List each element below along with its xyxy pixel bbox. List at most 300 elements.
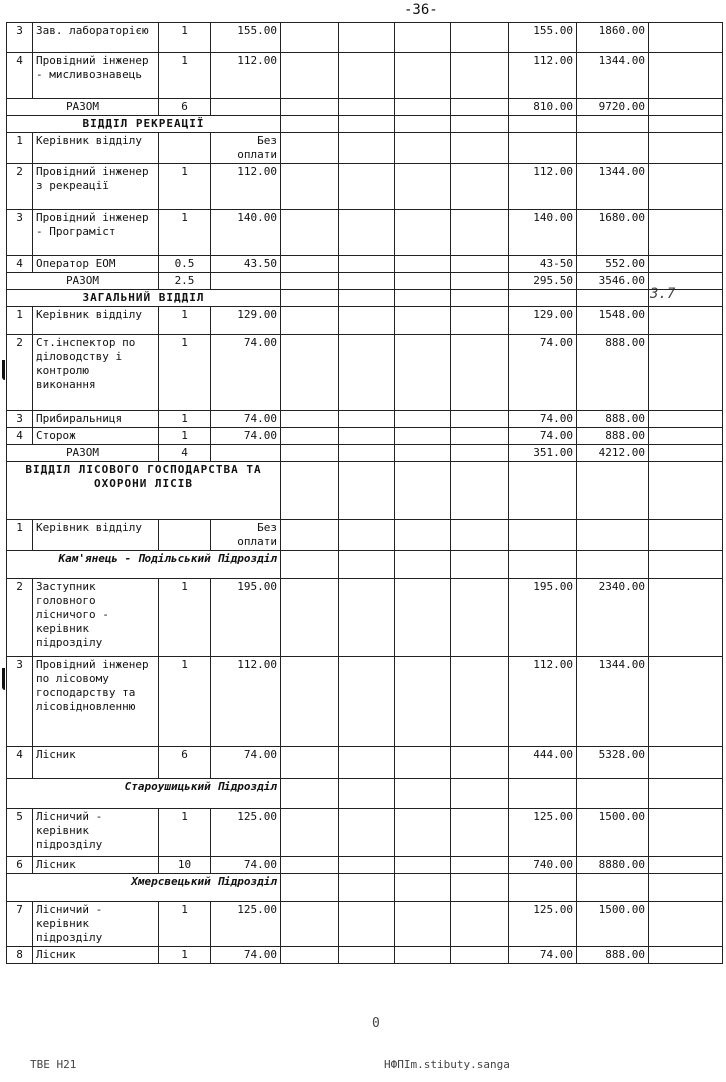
empty-cell xyxy=(395,902,451,947)
empty-cell xyxy=(281,210,339,256)
empty-cell xyxy=(451,290,509,307)
empty-cell xyxy=(395,411,451,428)
empty-cell xyxy=(281,99,339,116)
staff-count: 1 xyxy=(159,657,211,747)
annual-total: 888.00 xyxy=(577,428,649,445)
empty-cell xyxy=(211,99,281,116)
annual-total: 5328.00 xyxy=(577,747,649,779)
empty-cell xyxy=(649,747,723,779)
empty-cell xyxy=(281,53,339,99)
empty-cell xyxy=(451,809,509,857)
monthly-total: 112.00 xyxy=(509,657,577,747)
monthly-salary: 112.00 xyxy=(211,657,281,747)
empty-cell xyxy=(281,23,339,53)
empty-cell xyxy=(451,902,509,947)
table-row xyxy=(7,947,723,964)
total-annual: 9720.00 xyxy=(577,99,649,116)
empty-cell xyxy=(395,445,451,462)
empty-cell xyxy=(395,335,451,411)
margin-mark xyxy=(2,668,5,690)
empty-cell xyxy=(649,116,723,133)
table-row xyxy=(7,411,723,428)
empty-cell xyxy=(649,579,723,657)
table-row xyxy=(7,520,723,551)
empty-cell xyxy=(281,747,339,779)
monthly-total: 112.00 xyxy=(509,53,577,99)
empty-cell xyxy=(339,809,395,857)
subdiv-row xyxy=(7,874,723,902)
row-number: 4 xyxy=(7,428,33,445)
monthly-salary: Без оплати xyxy=(211,133,281,164)
empty-cell xyxy=(509,874,577,902)
empty-cell xyxy=(281,947,339,964)
total-row xyxy=(7,273,723,290)
empty-cell xyxy=(451,133,509,164)
annual-total: 2340.00 xyxy=(577,579,649,657)
row-number: 2 xyxy=(7,579,33,657)
position-name: Провідний інженер з рекреації xyxy=(33,164,159,210)
table-row xyxy=(7,164,723,210)
row-number: 4 xyxy=(7,53,33,99)
empty-cell xyxy=(395,23,451,53)
empty-cell xyxy=(395,520,451,551)
monthly-total: 74.00 xyxy=(509,335,577,411)
empty-cell xyxy=(339,411,395,428)
table-row xyxy=(7,210,723,256)
monthly-total: 112.00 xyxy=(509,164,577,210)
monthly-salary: 195.00 xyxy=(211,579,281,657)
empty-cell xyxy=(395,210,451,256)
annual-total: 1344.00 xyxy=(577,53,649,99)
row-number: 3 xyxy=(7,210,33,256)
position-name: Провідний інженер по лісовому господарству та лісовідновленню xyxy=(33,657,159,747)
empty-cell xyxy=(649,256,723,273)
empty-cell xyxy=(649,857,723,874)
empty-cell xyxy=(649,164,723,210)
empty-cell xyxy=(339,657,395,747)
empty-cell xyxy=(451,428,509,445)
total-count: 6 xyxy=(159,99,211,116)
total-monthly: 295.50 xyxy=(509,273,577,290)
empty-cell xyxy=(577,290,649,307)
empty-cell xyxy=(211,273,281,290)
staff-count: 1 xyxy=(159,164,211,210)
empty-cell xyxy=(395,857,451,874)
empty-cell xyxy=(281,579,339,657)
table-row xyxy=(7,307,723,335)
monthly-total: 74.00 xyxy=(509,411,577,428)
empty-cell xyxy=(281,290,339,307)
total-label: РАЗОМ xyxy=(7,273,159,290)
empty-cell xyxy=(281,116,339,133)
empty-cell xyxy=(577,116,649,133)
empty-cell xyxy=(339,462,395,520)
empty-cell xyxy=(649,551,723,579)
empty-cell xyxy=(281,874,339,902)
annual-total: 1548.00 xyxy=(577,307,649,335)
total-monthly: 351.00 xyxy=(509,445,577,462)
empty-cell xyxy=(395,779,451,809)
empty-cell xyxy=(339,335,395,411)
empty-cell xyxy=(339,428,395,445)
monthly-total: 740.00 xyxy=(509,857,577,874)
staff-count: 1 xyxy=(159,809,211,857)
empty-cell xyxy=(395,256,451,273)
monthly-total: 74.00 xyxy=(509,428,577,445)
position-name: Лісничий - керівник підрозділу xyxy=(33,809,159,857)
empty-cell xyxy=(339,551,395,579)
annual-total: 1500.00 xyxy=(577,809,649,857)
monthly-total: 155.00 xyxy=(509,23,577,53)
empty-cell xyxy=(395,809,451,857)
empty-cell xyxy=(451,23,509,53)
empty-cell xyxy=(395,116,451,133)
monthly-salary: 74.00 xyxy=(211,411,281,428)
section-row xyxy=(7,290,723,307)
staff-count: 6 xyxy=(159,747,211,779)
total-label: РАЗОМ xyxy=(7,99,159,116)
position-name: Прибиральниця xyxy=(33,411,159,428)
row-number: 4 xyxy=(7,747,33,779)
empty-cell xyxy=(339,779,395,809)
empty-cell xyxy=(509,779,577,809)
empty-cell xyxy=(339,747,395,779)
monthly-total: 444.00 xyxy=(509,747,577,779)
position-name: Сторож xyxy=(33,428,159,445)
row-number: 1 xyxy=(7,520,33,551)
row-number: 3 xyxy=(7,23,33,53)
table-row xyxy=(7,902,723,947)
empty-cell xyxy=(649,428,723,445)
empty-cell xyxy=(509,290,577,307)
empty-cell xyxy=(281,428,339,445)
empty-cell xyxy=(649,809,723,857)
row-number: 5 xyxy=(7,809,33,857)
monthly-total: 125.00 xyxy=(509,809,577,857)
staff-table xyxy=(6,22,723,964)
subdiv-row xyxy=(7,779,723,809)
empty-cell xyxy=(451,551,509,579)
monthly-total xyxy=(509,520,577,551)
empty-cell xyxy=(451,53,509,99)
monthly-salary: 129.00 xyxy=(211,307,281,335)
empty-cell xyxy=(451,857,509,874)
empty-cell xyxy=(281,520,339,551)
empty-cell xyxy=(281,462,339,520)
empty-cell xyxy=(577,874,649,902)
empty-cell xyxy=(451,779,509,809)
annual-total xyxy=(577,133,649,164)
empty-cell xyxy=(339,164,395,210)
monthly-total xyxy=(509,133,577,164)
monthly-total: 195.00 xyxy=(509,579,577,657)
empty-cell xyxy=(395,99,451,116)
empty-cell xyxy=(339,256,395,273)
empty-cell xyxy=(281,657,339,747)
empty-cell xyxy=(339,290,395,307)
empty-cell xyxy=(509,116,577,133)
empty-cell xyxy=(395,53,451,99)
empty-cell xyxy=(339,579,395,657)
empty-cell xyxy=(451,520,509,551)
table-row xyxy=(7,53,723,99)
total-row xyxy=(7,99,723,116)
empty-cell xyxy=(649,779,723,809)
empty-cell xyxy=(649,210,723,256)
empty-cell xyxy=(395,747,451,779)
empty-cell xyxy=(395,428,451,445)
footer-right-code: НФПIm.stibuty.sanga xyxy=(384,1058,510,1071)
row-number: 7 xyxy=(7,902,33,947)
staff-count xyxy=(159,133,211,164)
empty-cell xyxy=(451,747,509,779)
staff-count: 1 xyxy=(159,902,211,947)
row-number: 6 xyxy=(7,857,33,874)
empty-cell xyxy=(395,307,451,335)
empty-cell xyxy=(281,411,339,428)
monthly-salary: 74.00 xyxy=(211,335,281,411)
section-title: ВІДДІЛ РЕКРЕАЦІЇ xyxy=(7,116,281,133)
empty-cell xyxy=(509,551,577,579)
empty-cell xyxy=(649,411,723,428)
empty-cell xyxy=(577,779,649,809)
empty-cell xyxy=(339,116,395,133)
annual-total: 1344.00 xyxy=(577,657,649,747)
table-row xyxy=(7,428,723,445)
empty-cell xyxy=(281,133,339,164)
empty-cell xyxy=(577,462,649,520)
position-name: Лісник xyxy=(33,947,159,964)
empty-cell xyxy=(451,335,509,411)
empty-cell xyxy=(339,947,395,964)
empty-cell xyxy=(577,551,649,579)
empty-cell xyxy=(451,462,509,520)
empty-cell xyxy=(451,579,509,657)
footer-left-code: TBE H21 xyxy=(30,1058,77,1071)
empty-cell xyxy=(395,133,451,164)
empty-cell xyxy=(451,307,509,335)
position-name: Лісник xyxy=(33,857,159,874)
monthly-salary: 74.00 xyxy=(211,747,281,779)
empty-cell xyxy=(451,411,509,428)
empty-cell xyxy=(281,273,339,290)
monthly-total: 140.00 xyxy=(509,210,577,256)
total-count: 2.5 xyxy=(159,273,211,290)
empty-cell xyxy=(451,210,509,256)
annual-total: 888.00 xyxy=(577,335,649,411)
row-number: 3 xyxy=(7,657,33,747)
table-row xyxy=(7,256,723,273)
empty-cell xyxy=(281,256,339,273)
empty-cell xyxy=(451,874,509,902)
position-name: Провідний інженер - Програміст xyxy=(33,210,159,256)
staff-count: 1 xyxy=(159,428,211,445)
page-number: -36- xyxy=(404,2,438,18)
annual-total: 888.00 xyxy=(577,947,649,964)
position-name: Ст.інспектор по діловодству і контролю виконання xyxy=(33,335,159,411)
row-number: 3 xyxy=(7,411,33,428)
empty-cell xyxy=(649,335,723,411)
empty-cell xyxy=(451,116,509,133)
staff-count: 1 xyxy=(159,335,211,411)
empty-cell xyxy=(649,290,723,307)
annual-total: 8880.00 xyxy=(577,857,649,874)
footer-circle: 0 xyxy=(372,1016,380,1031)
empty-cell xyxy=(649,133,723,164)
empty-cell xyxy=(281,335,339,411)
handwritten-note: 3.7 xyxy=(650,286,676,302)
position-name: Лісничий - керівник підрозділу xyxy=(33,902,159,947)
monthly-salary: 125.00 xyxy=(211,902,281,947)
empty-cell xyxy=(281,445,339,462)
empty-cell xyxy=(451,256,509,273)
annual-total: 552.00 xyxy=(577,256,649,273)
position-name: Керівник відділу xyxy=(33,133,159,164)
empty-cell xyxy=(281,857,339,874)
total-annual: 4212.00 xyxy=(577,445,649,462)
total-annual: 3546.00 xyxy=(577,273,649,290)
total-label: РАЗОМ xyxy=(7,445,159,462)
empty-cell xyxy=(649,657,723,747)
table-row xyxy=(7,809,723,857)
empty-cell xyxy=(211,445,281,462)
empty-cell xyxy=(395,579,451,657)
table-row xyxy=(7,747,723,779)
staff-count: 1 xyxy=(159,23,211,53)
table-row xyxy=(7,657,723,747)
position-name: Оператор ЕОМ xyxy=(33,256,159,273)
annual-total: 1344.00 xyxy=(577,164,649,210)
annual-total: 1860.00 xyxy=(577,23,649,53)
position-name: Заступник головного лісничого - керівник підрозділу xyxy=(33,579,159,657)
section-title: ВІДДІЛ ЛІСОВОГО ГОСПОДАРСТВА ТА ОХОРОНИ ЛІСІВ xyxy=(7,462,281,520)
monthly-total: 74.00 xyxy=(509,947,577,964)
row-number: 2 xyxy=(7,335,33,411)
empty-cell xyxy=(451,164,509,210)
row-number: 1 xyxy=(7,133,33,164)
subdiv-row xyxy=(7,551,723,579)
empty-cell xyxy=(395,164,451,210)
row-number: 1 xyxy=(7,307,33,335)
monthly-salary: Без оплати xyxy=(211,520,281,551)
empty-cell xyxy=(339,307,395,335)
section-row xyxy=(7,116,723,133)
staff-count: 10 xyxy=(159,857,211,874)
row-number: 2 xyxy=(7,164,33,210)
monthly-total: 125.00 xyxy=(509,902,577,947)
staff-count: 1 xyxy=(159,579,211,657)
monthly-salary: 74.00 xyxy=(211,857,281,874)
annual-total: 1680.00 xyxy=(577,210,649,256)
empty-cell xyxy=(395,657,451,747)
annual-total xyxy=(577,520,649,551)
empty-cell xyxy=(649,902,723,947)
subdivision-title: Староушицький Підрозділ xyxy=(7,779,281,809)
table-row xyxy=(7,23,723,53)
monthly-salary: 155.00 xyxy=(211,23,281,53)
empty-cell xyxy=(339,210,395,256)
empty-cell xyxy=(649,947,723,964)
empty-cell xyxy=(451,99,509,116)
monthly-salary: 140.00 xyxy=(211,210,281,256)
empty-cell xyxy=(281,902,339,947)
empty-cell xyxy=(395,947,451,964)
table-row xyxy=(7,335,723,411)
total-row xyxy=(7,445,723,462)
empty-cell xyxy=(395,273,451,290)
table-row xyxy=(7,857,723,874)
monthly-total: 43-50 xyxy=(509,256,577,273)
staff-count: 0.5 xyxy=(159,256,211,273)
empty-cell xyxy=(649,307,723,335)
monthly-salary: 125.00 xyxy=(211,809,281,857)
empty-cell xyxy=(281,779,339,809)
staff-count: 1 xyxy=(159,411,211,428)
empty-cell xyxy=(281,809,339,857)
monthly-salary: 43.50 xyxy=(211,256,281,273)
empty-cell xyxy=(281,551,339,579)
table-row xyxy=(7,133,723,164)
monthly-salary: 74.00 xyxy=(211,428,281,445)
empty-cell xyxy=(339,53,395,99)
empty-cell xyxy=(339,874,395,902)
position-name: Зав. лабораторією xyxy=(33,23,159,53)
empty-cell xyxy=(649,53,723,99)
empty-cell xyxy=(339,902,395,947)
row-number: 4 xyxy=(7,256,33,273)
empty-cell xyxy=(339,99,395,116)
empty-cell xyxy=(451,445,509,462)
empty-cell xyxy=(339,23,395,53)
row-number: 8 xyxy=(7,947,33,964)
table-row xyxy=(7,579,723,657)
position-name: Лісник xyxy=(33,747,159,779)
position-name: Керівник відділу xyxy=(33,307,159,335)
annual-total: 888.00 xyxy=(577,411,649,428)
empty-cell xyxy=(339,520,395,551)
staff-count xyxy=(159,520,211,551)
position-name: Керівник відділу xyxy=(33,520,159,551)
monthly-total: 129.00 xyxy=(509,307,577,335)
empty-cell xyxy=(451,273,509,290)
annual-total: 1500.00 xyxy=(577,902,649,947)
empty-cell xyxy=(339,445,395,462)
empty-cell xyxy=(649,445,723,462)
total-monthly: 810.00 xyxy=(509,99,577,116)
monthly-salary: 112.00 xyxy=(211,53,281,99)
monthly-salary: 112.00 xyxy=(211,164,281,210)
subdivision-title: Кам'янець - Подільський Підрозділ xyxy=(7,551,281,579)
empty-cell xyxy=(509,462,577,520)
empty-cell xyxy=(339,133,395,164)
staff-count: 1 xyxy=(159,53,211,99)
empty-cell xyxy=(649,273,723,290)
subdivision-title: Хмерсвецький Підрозділ xyxy=(7,874,281,902)
staff-count: 1 xyxy=(159,307,211,335)
empty-cell xyxy=(395,874,451,902)
empty-cell xyxy=(395,462,451,520)
empty-cell xyxy=(395,551,451,579)
empty-cell xyxy=(451,657,509,747)
empty-cell xyxy=(281,307,339,335)
empty-cell xyxy=(649,99,723,116)
empty-cell xyxy=(395,290,451,307)
position-name: Провідний інженер - мисливознавець xyxy=(33,53,159,99)
section-big-row xyxy=(7,462,723,520)
empty-cell xyxy=(339,273,395,290)
staff-count: 1 xyxy=(159,947,211,964)
monthly-salary: 74.00 xyxy=(211,947,281,964)
